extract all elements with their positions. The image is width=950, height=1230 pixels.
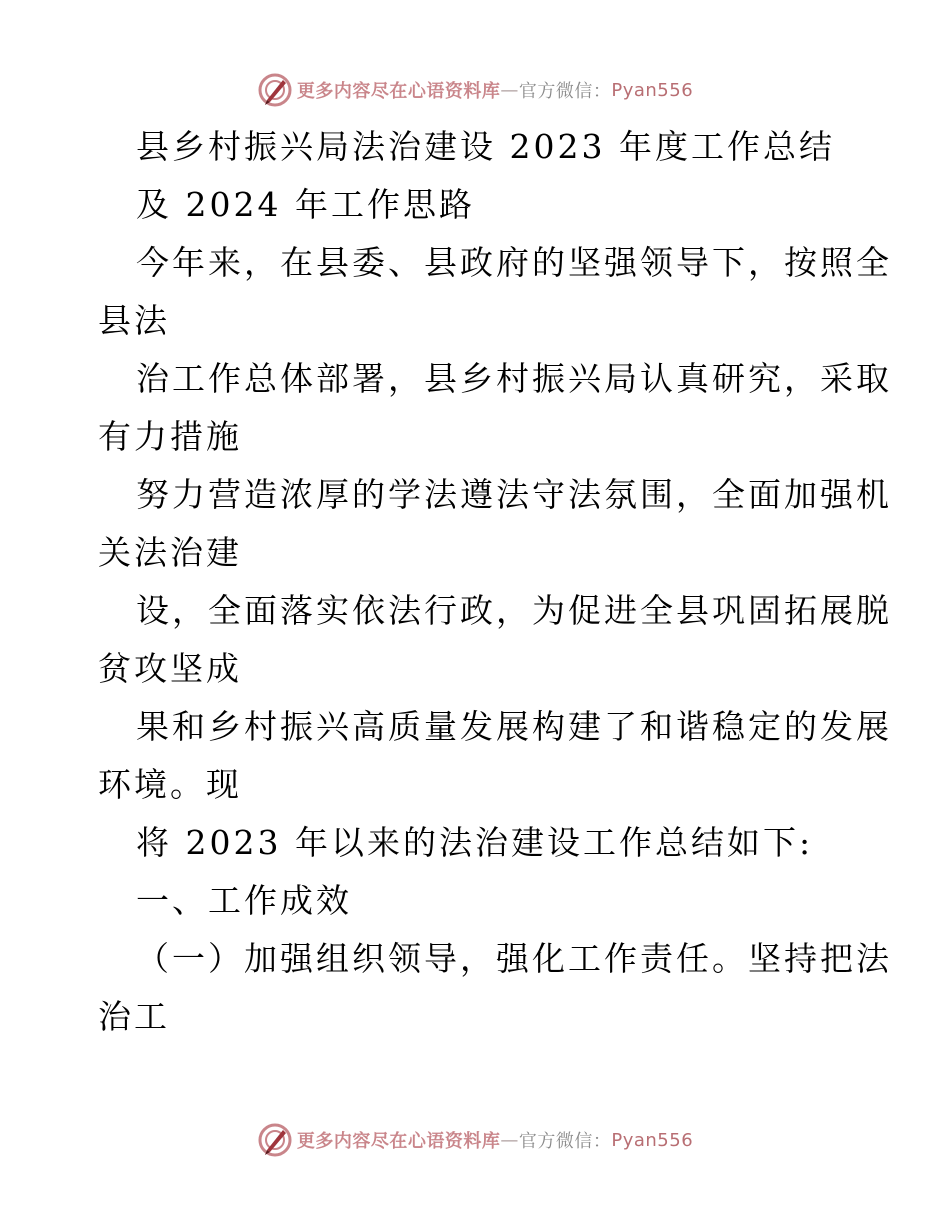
watermark-brand: 更多内容尽在心语资料库 — [296, 1131, 501, 1152]
paragraph-line: 环境。现 — [98, 765, 242, 804]
paragraph-line: 贫攻坚成 — [98, 649, 242, 688]
watermark-official-label: 官方微信： — [518, 1131, 612, 1152]
paragraph-line: 治工作总体部署，县乡村振兴局认真研究，采取 — [136, 359, 892, 398]
quill-seal-icon — [257, 72, 293, 108]
document-body — [98, 118, 892, 1046]
paragraph-line: 治工 — [98, 997, 170, 1036]
paragraph-line: 县法 — [98, 301, 170, 340]
watermark-wechat-id: Pyan556 — [611, 79, 694, 101]
header-watermark — [0, 70, 950, 110]
watermark-dash: — — [500, 1129, 519, 1151]
document-title-line-2: 及 2024 年工作思路 — [136, 185, 475, 224]
watermark-official-label: 官方微信： — [518, 81, 612, 102]
quill-seal-icon — [257, 1122, 293, 1158]
watermark-brand: 更多内容尽在心语资料库 — [296, 81, 501, 102]
document-title-line-1: 县乡村振兴局法治建设 2023 年度工作总结 — [136, 127, 835, 166]
watermark-dash: — — [500, 79, 519, 101]
paragraph-line: 有力措施 — [98, 417, 242, 456]
footer-watermark — [0, 1120, 950, 1160]
paragraph-line: 果和乡村振兴高质量发展构建了和谐稳定的发展 — [136, 707, 892, 746]
paragraph-line: 设，全面落实依法行政，为促进全县巩固拓展脱 — [136, 591, 892, 630]
section-heading: 一、工作成效 — [136, 881, 352, 920]
paragraph-line: 今年来，在县委、县政府的坚强领导下，按照全 — [136, 243, 892, 282]
watermark-wechat-id: Pyan556 — [611, 1129, 694, 1151]
subsection-heading: （一）加强组织领导，强化工作责任。坚持把法 — [136, 939, 892, 978]
paragraph-line: 努力营造浓厚的学法遵法守法氛围，全面加强机 — [136, 475, 892, 514]
paragraph-line: 关法治建 — [98, 533, 242, 572]
paragraph-line: 将 2023 年以来的法治建设工作总结如下: — [136, 823, 814, 862]
